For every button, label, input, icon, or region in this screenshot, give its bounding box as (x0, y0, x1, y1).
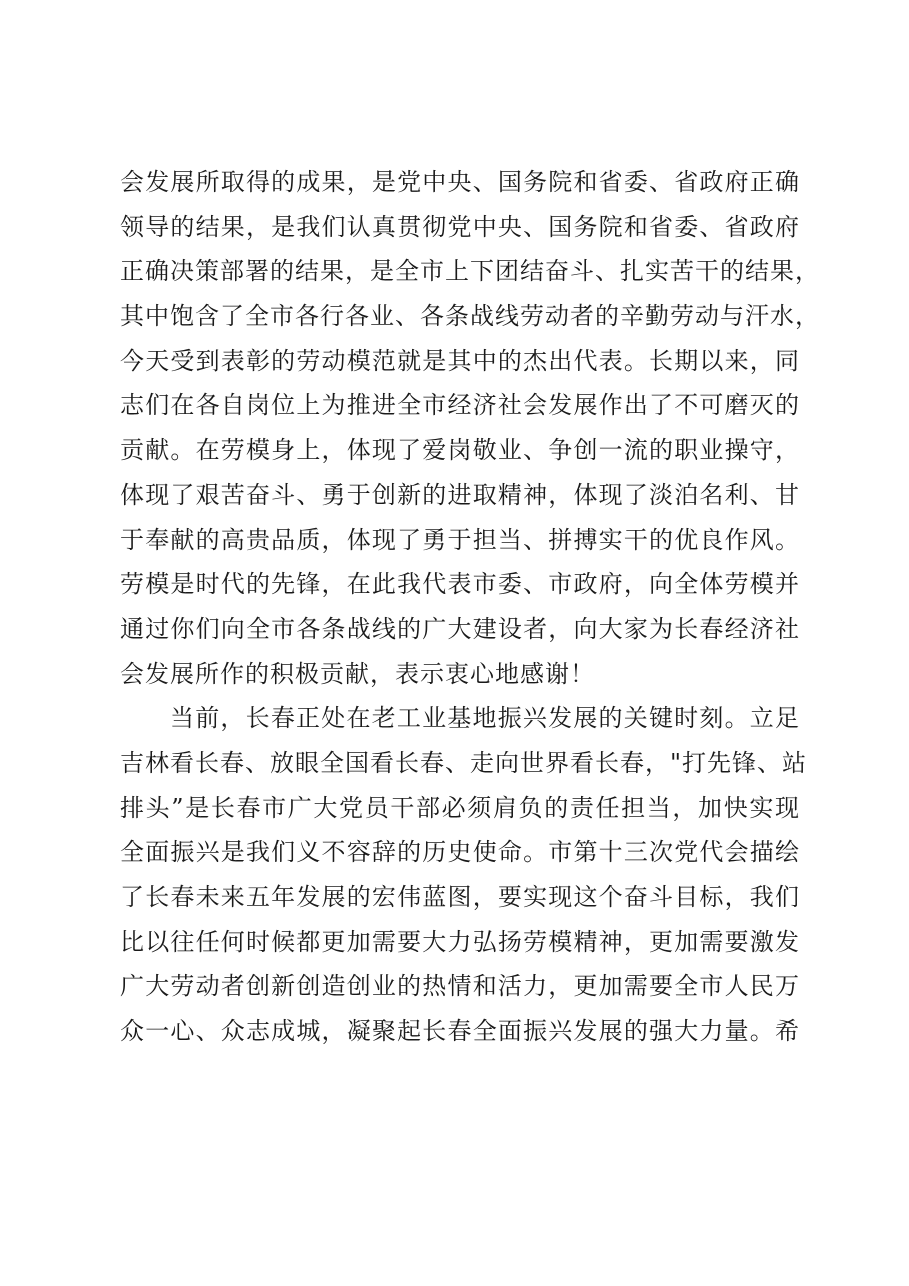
text-line: 排头”是长春市广大党员干部必须肩负的责任担当，加快实现 (120, 793, 800, 822)
text-line: 于奉献的高贵品质，体现了勇于担当、拼搏实干的优良作风。 (120, 525, 800, 554)
text-line: 贡献。在劳模身上，体现了爱岗敬业、争创一流的职业操守， (120, 436, 800, 465)
text-line: 会发展所取得的成果，是党中央、国务院和省委、省政府正确 (120, 168, 800, 196)
text-line: 了长春未来五年发展的宏伟蓝图，要实现这个奋斗目标，我们 (120, 883, 800, 911)
text-line: 会发展所作的积极贡献，表示衷心地感谢！ (120, 659, 595, 688)
text-line: 通过你们向全市各条战线的广大建设者，向大家为长春经济社 (120, 614, 800, 643)
text-line: 志们在各自岗位上为推进全市经济社会发展作出了不可磨灭的 (120, 391, 800, 420)
text-line: 领导的结果，是我们认真贯彻党中央、国务院和省委、省政府 (120, 212, 800, 241)
text-line: 吉林看长春、放眼全国看长春、走向世界看长春，"打先锋、站 (120, 748, 808, 777)
body-text (120, 160, 820, 1054)
paragraph-start-line: 当前，长春正处在老工业基地振兴发展的关键时刻。立足 (170, 704, 800, 733)
text-line: 比以往任何时候都更加需要大力弘扬劳模精神，更加需要激发 (120, 927, 800, 956)
text-line: 众一心、众志成城，凝聚起长春全面振兴发展的强大力量。希 (120, 1017, 800, 1046)
text-line: 广大劳动者创新创造创业的热情和活力，更加需要全市人民万 (120, 972, 800, 1001)
text-line: 其中饱含了全市各行各业、各条战线劳动者的辛勤劳动与汗水， (120, 302, 820, 331)
text-line: 全面振兴是我们义不容辞的历史使命。市第十三次党代会描绘 (120, 838, 800, 867)
text-line: 正确决策部署的结果，是全市上下团结奋斗、扎实苦干的结果， (120, 257, 820, 286)
text-line: 劳模是时代的先锋，在此我代表市委、市政府，向全体劳模并 (120, 570, 800, 599)
text-line: 体现了艰苦奋斗、勇于创新的进取精神，体现了淡泊名利、甘 (120, 480, 800, 509)
text-line: 今天受到表彰的劳动模范就是其中的杰出代表。长期以来，同 (120, 346, 800, 375)
